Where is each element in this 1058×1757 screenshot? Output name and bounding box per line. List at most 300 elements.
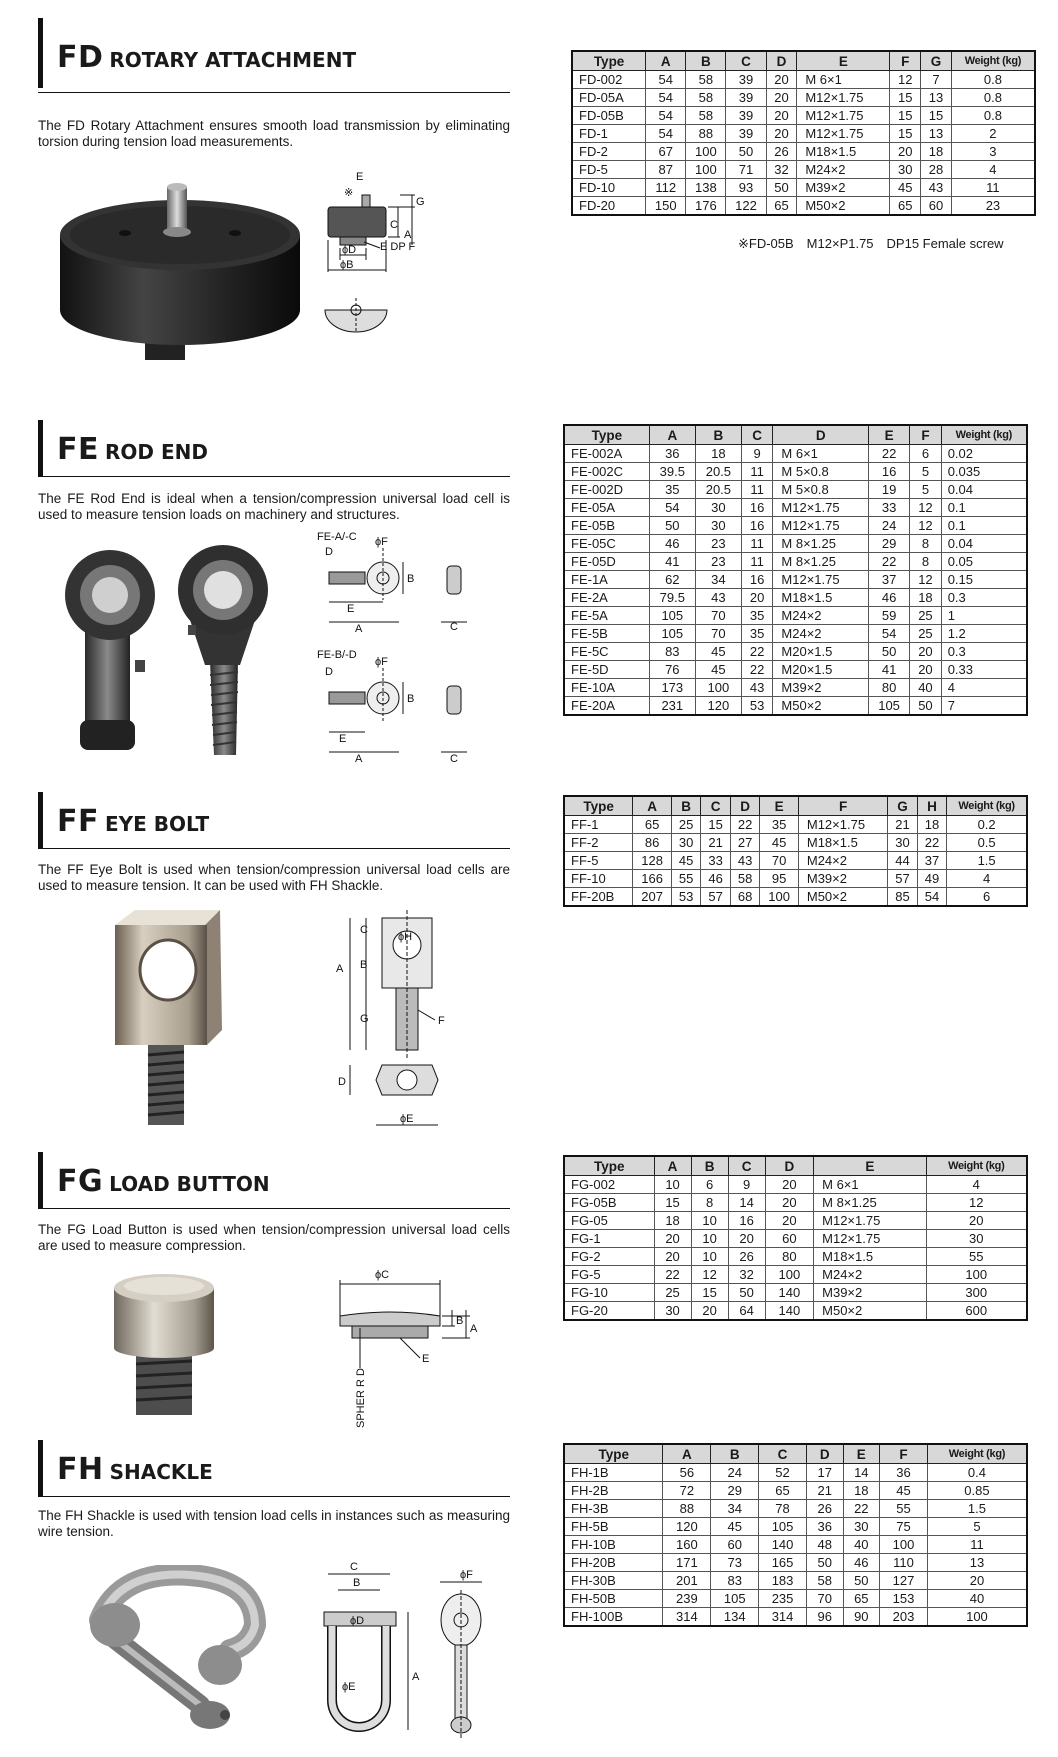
cell-a: 65 <box>633 816 672 834</box>
cell-c: 11 <box>741 481 773 499</box>
cell-f: 15 <box>890 89 921 107</box>
cell-d: 48 <box>806 1536 843 1554</box>
cell-e: 50 <box>868 643 909 661</box>
fe-description: The FE Rod End is ideal when a tension/compression universal load cell is used to measure tension loads on machinery and structures. <box>38 491 510 522</box>
cell-c: 14 <box>728 1194 765 1212</box>
cell-e: M12×1.75 <box>814 1230 926 1248</box>
cell-type: FH-10B <box>564 1536 663 1554</box>
cell-e: M 6×1 <box>797 71 890 89</box>
cell-e: 45 <box>760 834 799 852</box>
cell-type: FF-1 <box>564 816 633 834</box>
table-row <box>564 1572 1027 1590</box>
cell-type: FD-5 <box>572 161 646 179</box>
cell-e: M18×1.5 <box>814 1248 926 1266</box>
fd-dimension-drawing <box>320 170 440 400</box>
cell-c: 64 <box>728 1302 765 1321</box>
header-f: F <box>798 796 887 816</box>
cell-b: 30 <box>695 517 741 535</box>
cell-b: 34 <box>695 571 741 589</box>
cell-type: FH-2B <box>564 1482 663 1500</box>
cell-a: 46 <box>649 535 695 553</box>
cell-e: M12×1.75 <box>814 1212 926 1230</box>
cell-b: 45 <box>671 852 700 870</box>
cell-c: 39 <box>726 71 766 89</box>
cell-c: 140 <box>759 1536 807 1554</box>
header-a: A <box>654 1156 691 1176</box>
cell-c: 165 <box>759 1554 807 1572</box>
cell-c: 20 <box>728 1230 765 1248</box>
cell-c: 9 <box>728 1176 765 1194</box>
cell-type: FH-30B <box>564 1572 663 1590</box>
cell-d: M20×1.5 <box>773 661 869 679</box>
cell-c: 46 <box>701 870 730 888</box>
cell-b: 18 <box>695 445 741 463</box>
fe-dimension-drawing <box>315 530 515 775</box>
header-a: A <box>663 1444 711 1464</box>
cell-a: 54 <box>649 499 695 517</box>
cell-c: 11 <box>741 535 773 553</box>
cell-type: FE-5A <box>564 607 649 625</box>
ff-label-phi-h: ϕH <box>398 931 413 943</box>
cell-weight: 4 <box>951 161 1035 179</box>
fe-label-c2: C <box>450 753 458 765</box>
cell-a: 72 <box>663 1482 711 1500</box>
cell-d: 50 <box>766 179 797 197</box>
cell-weight: 100 <box>927 1608 1027 1627</box>
cell-d: 140 <box>765 1284 813 1302</box>
cell-weight: 2 <box>951 125 1035 143</box>
cell-a: 173 <box>649 679 695 697</box>
table-row <box>564 1194 1027 1212</box>
cell-d: M20×1.5 <box>773 643 869 661</box>
cell-a: 231 <box>649 697 695 716</box>
cell-a: 25 <box>654 1284 691 1302</box>
cell-f: 45 <box>890 179 921 197</box>
cell-d: 27 <box>730 834 759 852</box>
cell-b: 100 <box>686 143 726 161</box>
cell-d: 26 <box>766 143 797 161</box>
cell-f: 25 <box>910 625 942 643</box>
cell-type: FG-2 <box>564 1248 654 1266</box>
cell-c: 71 <box>726 161 766 179</box>
cell-d: 36 <box>806 1518 843 1536</box>
fg-product-photo <box>110 1270 220 1420</box>
fe-label-e: E <box>347 603 355 615</box>
cell-b: 134 <box>711 1608 759 1627</box>
cell-weight: 4 <box>941 679 1027 697</box>
cell-g: 44 <box>888 852 917 870</box>
table-row <box>564 1302 1027 1321</box>
cell-type: FF-20B <box>564 888 633 907</box>
cell-b: 20.5 <box>695 481 741 499</box>
header-weight: Weight (kg) <box>951 51 1035 71</box>
cell-h: 18 <box>917 816 946 834</box>
cell-c: 50 <box>728 1284 765 1302</box>
cell-g: 7 <box>921 71 952 89</box>
fe-product-photo <box>60 540 310 770</box>
cell-a: 88 <box>663 1500 711 1518</box>
fh-label-a: A <box>412 1671 420 1683</box>
table-row <box>564 463 1027 481</box>
cell-a: 150 <box>646 197 686 216</box>
cell-weight: 0.2 <box>947 816 1027 834</box>
cell-d: M24×2 <box>773 607 869 625</box>
header-e: E <box>814 1156 926 1176</box>
header-f: F <box>890 51 921 71</box>
cell-f: 8 <box>910 553 942 571</box>
cell-h: 37 <box>917 852 946 870</box>
cell-type: FE-002A <box>564 445 649 463</box>
cell-type: FE-5C <box>564 643 649 661</box>
header-c: C <box>728 1156 765 1176</box>
cell-f: 12 <box>890 71 921 89</box>
cell-type: FG-20 <box>564 1302 654 1321</box>
cell-weight: 0.85 <box>927 1482 1027 1500</box>
cell-weight: 7 <box>941 697 1027 716</box>
fd-label-g: G <box>416 196 425 208</box>
cell-a: 41 <box>649 553 695 571</box>
cell-f: 40 <box>910 679 942 697</box>
cell-c: 35 <box>741 607 773 625</box>
fd-label-phi-b: ϕB <box>340 259 354 271</box>
cell-a: 160 <box>663 1536 711 1554</box>
cell-weight: 12 <box>926 1194 1027 1212</box>
table-row <box>564 1230 1027 1248</box>
cell-weight: 0.33 <box>941 661 1027 679</box>
cell-e: 24 <box>868 517 909 535</box>
cell-weight: 20 <box>927 1572 1027 1590</box>
cell-b: 20 <box>691 1302 728 1321</box>
table-row <box>564 1608 1027 1627</box>
header-a: A <box>649 425 695 445</box>
fe-label-ac: FE-A/-C <box>317 531 357 543</box>
cell-d: 20 <box>765 1176 813 1194</box>
cell-e: 80 <box>868 679 909 697</box>
cell-weight: 13 <box>927 1554 1027 1572</box>
cell-b: 45 <box>695 661 741 679</box>
cell-f: 127 <box>880 1572 928 1590</box>
cell-e: M39×2 <box>814 1284 926 1302</box>
cell-e: 16 <box>868 463 909 481</box>
cell-type: FD-05A <box>572 89 646 107</box>
ff-rule <box>38 848 510 849</box>
fd-note: ※FD-05B M12×P1.75 DP15 Female screw <box>738 236 1004 251</box>
cell-f: 75 <box>880 1518 928 1536</box>
cell-c: 22 <box>741 643 773 661</box>
cell-b: 45 <box>695 643 741 661</box>
cell-c: 39 <box>726 89 766 107</box>
cell-f: 12 <box>910 517 942 535</box>
table-row <box>564 852 1027 870</box>
cell-a: 201 <box>663 1572 711 1590</box>
cell-type: FE-05A <box>564 499 649 517</box>
table-row <box>564 1266 1027 1284</box>
cell-a: 207 <box>633 888 672 907</box>
cell-type: FG-1 <box>564 1230 654 1248</box>
cell-weight: 600 <box>926 1302 1027 1321</box>
cell-f: 65 <box>890 197 921 216</box>
cell-b: 45 <box>711 1518 759 1536</box>
cell-a: 39.5 <box>649 463 695 481</box>
cell-type: FH-100B <box>564 1608 663 1627</box>
table-row <box>564 445 1027 463</box>
cell-c: 122 <box>726 197 766 216</box>
cell-b: 58 <box>686 71 726 89</box>
header-g: G <box>921 51 952 71</box>
cell-type: FG-05B <box>564 1194 654 1212</box>
cell-f: 110 <box>880 1554 928 1572</box>
cell-e: M18×1.5 <box>797 143 890 161</box>
cell-c: 78 <box>759 1500 807 1518</box>
fe-label-phi-f: ϕF <box>375 536 388 548</box>
cell-c: 32 <box>728 1266 765 1284</box>
table-row <box>564 589 1027 607</box>
cell-d: M50×2 <box>773 697 869 716</box>
cell-c: 20 <box>741 589 773 607</box>
cell-a: 36 <box>649 445 695 463</box>
table-row <box>564 1500 1027 1518</box>
header-d: D <box>766 51 797 71</box>
cell-c: 183 <box>759 1572 807 1590</box>
cell-e: 50 <box>843 1572 880 1590</box>
cell-b: 24 <box>711 1464 759 1482</box>
cell-e: M12×1.75 <box>797 89 890 107</box>
cell-type: FE-20A <box>564 697 649 716</box>
header-type: Type <box>564 796 633 816</box>
cell-d: 80 <box>765 1248 813 1266</box>
cell-b: 70 <box>695 625 741 643</box>
table-row <box>564 1212 1027 1230</box>
ff-label-f: F <box>438 1015 445 1027</box>
cell-h: 22 <box>917 834 946 852</box>
table-row <box>564 571 1027 589</box>
fg-code: FG <box>57 1164 104 1199</box>
fh-code: FH <box>57 1452 104 1487</box>
cell-weight: 0.15 <box>941 571 1027 589</box>
cell-weight: 0.4 <box>927 1464 1027 1482</box>
cell-c: 50 <box>726 143 766 161</box>
cell-weight: 1 <box>941 607 1027 625</box>
table-row <box>564 661 1027 679</box>
cell-b: 83 <box>711 1572 759 1590</box>
cell-type: FF-5 <box>564 852 633 870</box>
cell-weight: 0.05 <box>941 553 1027 571</box>
cell-type: FD-2 <box>572 143 646 161</box>
cell-a: 166 <box>633 870 672 888</box>
cell-e: 46 <box>843 1554 880 1572</box>
ff-product-photo <box>110 905 240 1125</box>
table-row <box>564 535 1027 553</box>
fd-label-phi-d: ϕD <box>342 244 357 256</box>
fe-label-a2: A <box>355 753 363 765</box>
cell-weight: 0.8 <box>951 71 1035 89</box>
cell-weight: 20 <box>926 1212 1027 1230</box>
cell-a: 314 <box>663 1608 711 1627</box>
cell-e: M12×1.75 <box>797 125 890 143</box>
cell-e: 35 <box>760 816 799 834</box>
cell-e: 14 <box>843 1464 880 1482</box>
cell-b: 8 <box>691 1194 728 1212</box>
cell-b: 10 <box>691 1248 728 1266</box>
fg-label-spher: SPHER R D <box>355 1368 367 1428</box>
cell-e: M24×2 <box>814 1266 926 1284</box>
cell-d: M 8×1.25 <box>773 535 869 553</box>
cell-b: 12 <box>691 1266 728 1284</box>
cell-b: 23 <box>695 553 741 571</box>
cell-g: 85 <box>888 888 917 907</box>
cell-a: 76 <box>649 661 695 679</box>
table-row <box>564 643 1027 661</box>
cell-b: 58 <box>686 89 726 107</box>
cell-b: 100 <box>686 161 726 179</box>
fh-dimension-drawing <box>310 1560 520 1750</box>
fg-rule <box>38 1208 510 1209</box>
cell-a: 18 <box>654 1212 691 1230</box>
cell-type: FD-10 <box>572 179 646 197</box>
cell-b: 10 <box>691 1212 728 1230</box>
ff-name: EYE BOLT <box>105 812 210 836</box>
fd-description: The FD Rotary Attachment ensures smooth load transmission by eliminating torsion during tension load measurements. <box>38 118 510 149</box>
cell-type: FE-002C <box>564 463 649 481</box>
fe-name: ROD END <box>105 440 208 464</box>
header-e: E <box>760 796 799 816</box>
cell-b: 20.5 <box>695 463 741 481</box>
table-row <box>572 179 1035 197</box>
header-b: B <box>711 1444 759 1464</box>
cell-h: 54 <box>917 888 946 907</box>
cell-weight: 6 <box>947 888 1027 907</box>
cell-a: 10 <box>654 1176 691 1194</box>
cell-a: 83 <box>649 643 695 661</box>
fg-label-phi-c: ϕC <box>375 1269 390 1281</box>
fd-label-e-dp: E DP F <box>380 241 416 253</box>
cell-weight: 0.8 <box>951 89 1035 107</box>
cell-weight: 3 <box>951 143 1035 161</box>
table-row <box>564 816 1027 834</box>
cell-a: 62 <box>649 571 695 589</box>
cell-weight: 0.04 <box>941 535 1027 553</box>
fe-table-header <box>564 425 1027 445</box>
cell-b: 10 <box>691 1230 728 1248</box>
header-type: Type <box>564 1156 654 1176</box>
header-weight: Weight (kg) <box>947 796 1027 816</box>
cell-d: M 8×1.25 <box>773 553 869 571</box>
cell-weight: 40 <box>927 1590 1027 1608</box>
fh-table-header <box>564 1444 1027 1464</box>
table-row <box>572 107 1035 125</box>
cell-h: 49 <box>917 870 946 888</box>
fh-label-phi-d: ϕD <box>350 1615 365 1627</box>
cell-b: 29 <box>711 1482 759 1500</box>
header-weight: Weight (kg) <box>926 1156 1027 1176</box>
header-type: Type <box>564 1444 663 1464</box>
cell-a: 171 <box>663 1554 711 1572</box>
cell-e: 19 <box>868 481 909 499</box>
cell-a: 67 <box>646 143 686 161</box>
cell-a: 54 <box>646 125 686 143</box>
table-row <box>564 1554 1027 1572</box>
cell-c: 16 <box>741 517 773 535</box>
cell-type: FF-10 <box>564 870 633 888</box>
cell-f: 50 <box>910 697 942 716</box>
cell-type: FH-5B <box>564 1518 663 1536</box>
fh-label-phi-f: ϕF <box>460 1569 473 1581</box>
fe-label-c: C <box>450 621 458 633</box>
table-row <box>572 125 1035 143</box>
cell-b: 30 <box>671 834 700 852</box>
table-row <box>564 1284 1027 1302</box>
cell-a: 239 <box>663 1590 711 1608</box>
cell-e: 22 <box>843 1500 880 1518</box>
cell-a: 105 <box>649 607 695 625</box>
fd-label-mark: ※ <box>344 187 354 199</box>
table-row <box>564 1536 1027 1554</box>
cell-c: 39 <box>726 125 766 143</box>
table-row <box>564 1464 1027 1482</box>
cell-weight: 11 <box>951 179 1035 197</box>
cell-f: 12 <box>910 571 942 589</box>
ff-code: FF <box>57 804 99 839</box>
cell-type: FH-20B <box>564 1554 663 1572</box>
cell-c: 22 <box>741 661 773 679</box>
cell-f: M18×1.5 <box>798 834 887 852</box>
table-row <box>564 607 1027 625</box>
cell-weight: 0.3 <box>941 643 1027 661</box>
cell-d: 32 <box>766 161 797 179</box>
cell-type: FE-05C <box>564 535 649 553</box>
header-c: C <box>759 1444 807 1464</box>
cell-type: FH-3B <box>564 1500 663 1518</box>
cell-f: 45 <box>880 1482 928 1500</box>
header-e: E <box>797 51 890 71</box>
header-type: Type <box>572 51 646 71</box>
cell-weight: 0.1 <box>941 499 1027 517</box>
cell-c: 15 <box>701 816 730 834</box>
cell-g: 13 <box>921 125 952 143</box>
cell-c: 16 <box>728 1212 765 1230</box>
table-row <box>564 625 1027 643</box>
cell-f: 5 <box>910 463 942 481</box>
cell-f: M50×2 <box>798 888 887 907</box>
header-d: D <box>773 425 869 445</box>
header-e: E <box>868 425 909 445</box>
cell-c: 11 <box>741 553 773 571</box>
cell-d: M 5×0.8 <box>773 463 869 481</box>
cell-f: 55 <box>880 1500 928 1518</box>
fe-label-phi-f2: ϕF <box>375 656 388 668</box>
cell-f: 20 <box>910 643 942 661</box>
cell-d: M12×1.75 <box>773 517 869 535</box>
table-row <box>564 481 1027 499</box>
cell-d: 50 <box>806 1554 843 1572</box>
fg-description: The FG Load Button is used when tension/compression universal load cells are used to measure compression. <box>38 1222 510 1253</box>
cell-e: 100 <box>760 888 799 907</box>
cell-e: 18 <box>843 1482 880 1500</box>
cell-c: 93 <box>726 179 766 197</box>
header-f: F <box>880 1444 928 1464</box>
cell-e: 33 <box>868 499 909 517</box>
cell-type: FH-50B <box>564 1590 663 1608</box>
cell-weight: 11 <box>927 1536 1027 1554</box>
cell-g: 13 <box>921 89 952 107</box>
cell-weight: 300 <box>926 1284 1027 1302</box>
cell-d: M 5×0.8 <box>773 481 869 499</box>
cell-e: M 6×1 <box>814 1176 926 1194</box>
cell-a: 20 <box>654 1248 691 1266</box>
cell-weight: 1.2 <box>941 625 1027 643</box>
cell-b: 43 <box>695 589 741 607</box>
cell-c: 235 <box>759 1590 807 1608</box>
